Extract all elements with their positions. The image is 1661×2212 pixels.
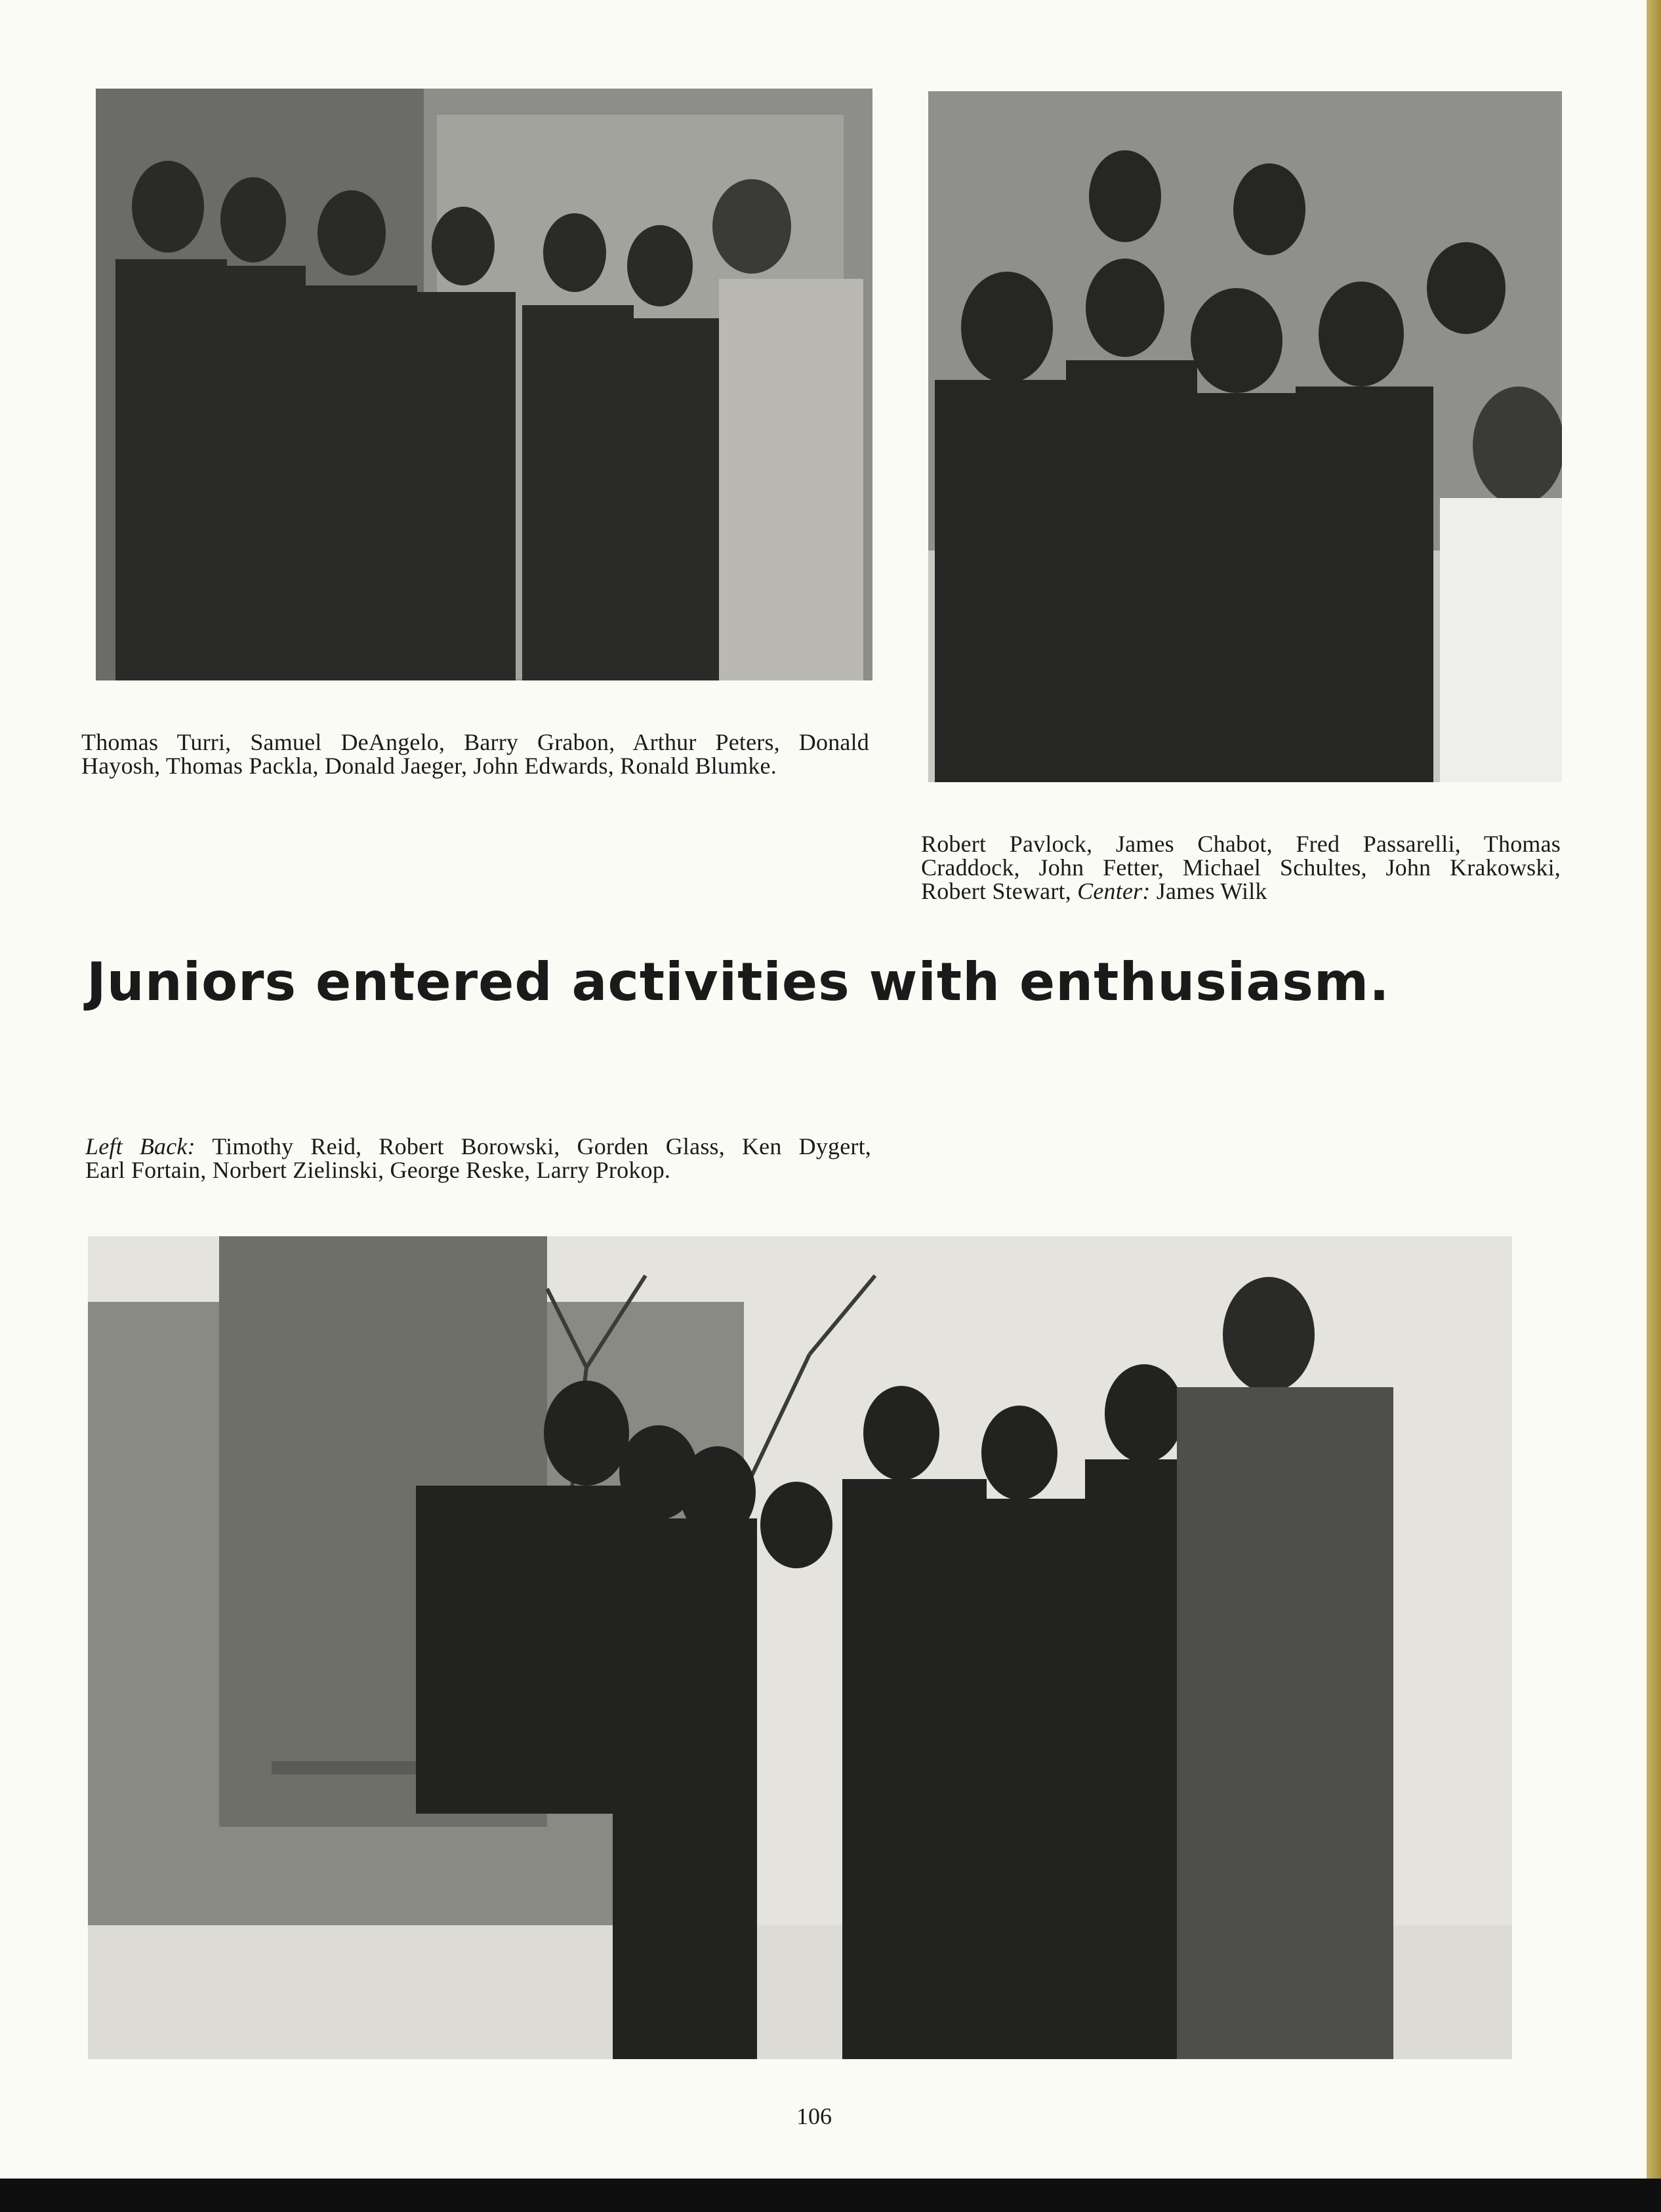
caption-top-left-line-1: Thomas Turri, Samuel DeAngelo, Barry Grabon, Arthur Peters, Donald bbox=[81, 729, 869, 755]
caption-top-left-line-2: Hayosh, Thomas Packla, Donald Jaeger, John Edwards, Ronald Blumke. bbox=[81, 753, 777, 779]
caption-top-right bbox=[921, 832, 1561, 903]
photo-juniors-outdoors bbox=[88, 1236, 1512, 2059]
page-heading: Juniors entered activities with enthusiasm. bbox=[87, 951, 1390, 1012]
page-number: 106 bbox=[796, 2103, 832, 2129]
caption-top-right-line-3-b: James Wilk bbox=[1150, 878, 1267, 904]
photo-juniors-lockers-right bbox=[928, 91, 1562, 782]
page-edge-strip bbox=[1647, 0, 1661, 2179]
caption-bottom-line-1 bbox=[85, 1135, 871, 1158]
caption-bottom bbox=[85, 1135, 871, 1182]
caption-top-right-line-2: Craddock, John Fetter, Michael Schultes, John Krakowski, bbox=[921, 854, 1561, 881]
caption-bottom-line-1-rest: Timothy Reid, Robert Borowski, Gorden Glass, Ken Dygert, bbox=[195, 1133, 871, 1159]
caption-bottom-line-2: Earl Fortain, Norbert Zielinski, George Reske, Larry Prokop. bbox=[85, 1157, 671, 1183]
caption-top-right-line-1: Robert Pavlock, James Chabot, Fred Passarelli, Thomas bbox=[921, 831, 1561, 857]
caption-center-label: Center: bbox=[1077, 878, 1151, 904]
scan-bottom-border bbox=[0, 2179, 1661, 2212]
caption-top-right-line-3 bbox=[921, 879, 1561, 903]
photo-juniors-lockers-left bbox=[96, 89, 872, 680]
caption-top-right-line-3-a: Robert Stewart, bbox=[921, 878, 1078, 904]
caption-top-left bbox=[81, 730, 869, 778]
caption-left-back-label: Left Back: bbox=[85, 1133, 195, 1159]
